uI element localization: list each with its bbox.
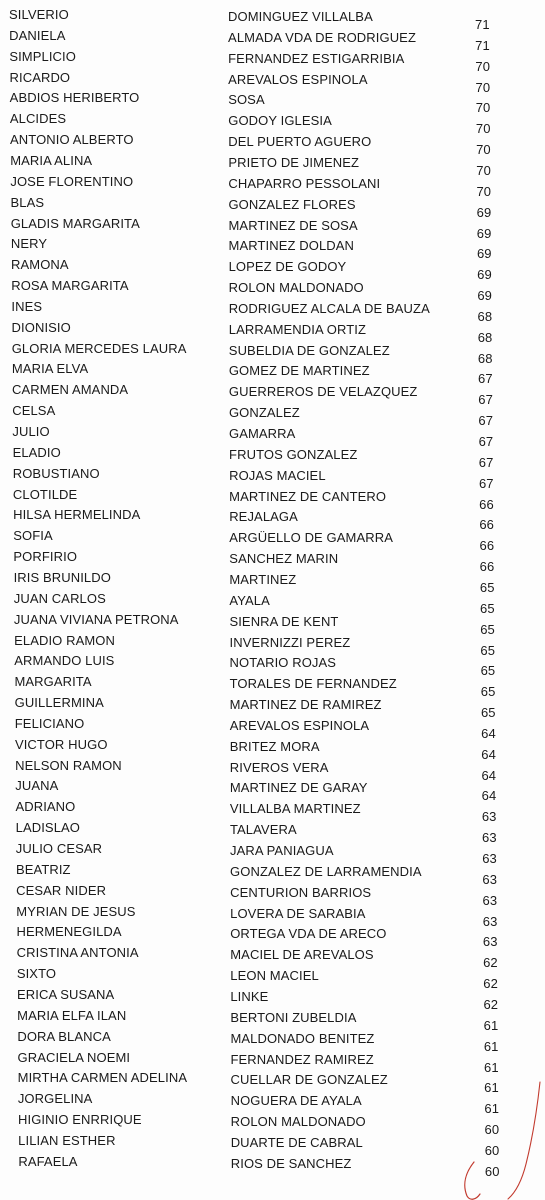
given-names: IRIS BRUNILDO <box>13 569 111 585</box>
list-row <box>0 486 545 512</box>
age-value: 67 <box>478 475 494 491</box>
surnames: LOVERA DE SARABIA <box>230 905 366 921</box>
surnames: REJALAGA <box>229 509 298 525</box>
surnames: NOTARIO ROJAS <box>229 655 337 671</box>
surnames: SANCHEZ MARIN <box>229 551 339 567</box>
age-value: 65 <box>480 705 496 721</box>
surnames: MARTINEZ <box>229 571 297 587</box>
age-value: 63 <box>482 892 498 908</box>
age-value: 67 <box>478 434 494 449</box>
surnames: LOPEZ DE GODOY <box>228 259 347 275</box>
list-row <box>0 361 545 387</box>
age-value: 63 <box>481 809 497 825</box>
list-row <box>0 715 545 741</box>
age-value: 67 <box>478 371 493 387</box>
given-names: LILIAN ESTHER <box>18 1132 116 1148</box>
age-value: 64 <box>481 767 497 783</box>
age-value: 63 <box>482 871 498 887</box>
age-value: 66 <box>479 559 495 575</box>
age-value: 60 <box>484 1122 500 1138</box>
list-row <box>0 966 545 992</box>
surnames: GODOY IGLESIA <box>228 113 332 129</box>
age-value: 61 <box>483 1017 499 1033</box>
surnames: ROLON MALDONADO <box>228 280 364 296</box>
list-row <box>0 799 545 825</box>
surnames: ROLON MALDONADO <box>230 1114 366 1130</box>
given-names: SILVERIO <box>9 7 69 22</box>
list-row <box>0 1112 545 1138</box>
given-names: ABDIOS HERIBERTO <box>9 90 140 106</box>
age-value: 67 <box>478 454 494 470</box>
given-names: ROBUSTIANO <box>12 465 100 481</box>
given-names: CLOTILDE <box>12 486 78 502</box>
given-names: SOFIA <box>13 528 53 544</box>
list-row <box>0 465 545 491</box>
list-row <box>0 1091 545 1117</box>
given-names: JORGELINA <box>17 1091 93 1107</box>
surnames: INVERNIZZI PEREZ <box>229 634 351 650</box>
list-row <box>0 986 545 1012</box>
age-value: 69 <box>477 267 492 283</box>
list-row <box>0 132 545 158</box>
surnames: PRIETO DE JIMENEZ <box>228 154 360 170</box>
given-names: PORFIRIO <box>13 549 78 565</box>
list-row <box>0 7 545 32</box>
list-row <box>0 215 545 241</box>
surnames: RODRIGUEZ ALCALA DE BAUZA <box>228 300 430 316</box>
surnames: AREVALOS ESPINOLA <box>229 717 370 733</box>
age-value: 70 <box>476 142 491 158</box>
list-row <box>0 778 545 804</box>
surnames: LARRAMENDIA ORTIZ <box>228 321 367 337</box>
list-row <box>0 69 545 95</box>
list-row <box>0 382 545 408</box>
given-names: DORA BLANCA <box>17 1028 111 1044</box>
surnames: DUARTE DE CABRAL <box>230 1134 363 1150</box>
given-names: MARIA ALINA <box>10 152 93 168</box>
surnames: MARTINEZ DE SOSA <box>228 217 358 233</box>
surnames: GOMEZ DE MARTINEZ <box>228 363 370 379</box>
given-names: HILSA HERMELINDA <box>13 507 141 523</box>
surnames: MARTINEZ DE RAMIREZ <box>229 697 382 713</box>
surnames: NOGUERA DE AYALA <box>230 1093 362 1109</box>
given-names: CESAR NIDER <box>16 882 107 898</box>
given-names: CELSA <box>12 403 56 419</box>
surnames: RIOS DE SANCHEZ <box>230 1155 352 1171</box>
given-names: BLAS <box>10 194 45 210</box>
list-row <box>0 820 545 846</box>
given-names: INES <box>11 298 43 314</box>
list-row <box>0 424 545 449</box>
list-row <box>0 882 545 908</box>
list-row <box>0 861 545 887</box>
age-value: 64 <box>481 746 496 762</box>
age-value: 70 <box>475 58 491 74</box>
age-value: 64 <box>481 788 497 804</box>
age-value: 66 <box>479 517 494 533</box>
list-row <box>0 569 545 595</box>
given-names: JUANA VIVIANA PETRONA <box>13 611 179 627</box>
age-value: 65 <box>480 621 495 637</box>
surnames: GAMARRA <box>229 426 296 441</box>
surnames: CUELLAR DE GONZALEZ <box>230 1072 388 1088</box>
list-row <box>0 549 545 575</box>
age-value: 63 <box>482 934 498 950</box>
given-names: JUAN CARLOS <box>13 590 106 606</box>
given-names: JUANA <box>15 778 59 794</box>
surnames: MARTINEZ DE GARAY <box>229 780 368 796</box>
age-value: 60 <box>484 1142 500 1158</box>
list-row <box>0 1007 545 1033</box>
surnames: JARA PANIAGUA <box>230 843 334 858</box>
age-value: 63 <box>482 830 497 846</box>
given-names: CRISTINA ANTONIA <box>16 945 139 961</box>
given-names: NERY <box>10 236 48 252</box>
given-names: DANIELA <box>9 27 66 43</box>
age-value: 69 <box>476 204 492 220</box>
surnames: DOMINGUEZ VILLALBA <box>228 9 373 24</box>
surnames: SOSA <box>228 92 265 108</box>
surnames: BERTONI ZUBELDIA <box>230 1009 357 1025</box>
surnames: FRUTOS GONZALEZ <box>229 446 358 462</box>
list-row <box>0 653 545 679</box>
given-names: JULIO <box>12 424 50 439</box>
age-value: 60 <box>484 1163 500 1179</box>
age-value: 61 <box>484 1059 499 1075</box>
list-row <box>0 111 545 137</box>
surnames: MARTINEZ DOLDAN <box>228 238 355 254</box>
age-value: 68 <box>477 308 493 324</box>
surnames: GONZALEZ <box>228 405 300 421</box>
given-names: JULIO CESAR <box>15 841 103 856</box>
surnames: SIENRA DE KENT <box>229 613 339 629</box>
age-value: 71 <box>475 37 490 53</box>
surnames: CENTURION BARRIOS <box>230 884 372 900</box>
given-names: ROSA MARGARITA <box>11 278 129 294</box>
surnames: MACIEL DE AREVALOS <box>230 947 374 963</box>
surnames: ALMADA VDA DE RODRIGUEZ <box>228 29 416 45</box>
age-value: 69 <box>476 225 492 241</box>
list-row <box>0 528 545 554</box>
given-names: MARIA ELFA ILAN <box>17 1007 127 1023</box>
list-row <box>0 1153 545 1179</box>
surnames: MALDONADO BENITEZ <box>230 1030 375 1046</box>
given-names: VICTOR HUGO <box>14 736 108 752</box>
surnames: TALAVERA <box>229 822 297 838</box>
list-row <box>0 173 545 199</box>
age-value: 69 <box>476 246 492 262</box>
list-row <box>0 236 545 262</box>
given-names: HERMENEGILDA <box>16 924 122 940</box>
age-value: 62 <box>483 955 498 971</box>
list-row <box>0 257 545 283</box>
age-value: 65 <box>480 600 495 616</box>
given-names: NELSON RAMON <box>15 757 122 773</box>
surnames: MARTINEZ DE CANTERO <box>229 488 387 504</box>
list-row <box>0 674 545 700</box>
given-names: MARIA ELVA <box>11 361 89 377</box>
given-names: CARMEN AMANDA <box>12 382 129 398</box>
age-value: 62 <box>483 976 498 992</box>
surnames: FERNANDEZ ESTIGARRIBIA <box>228 50 405 66</box>
given-names: ALCIDES <box>9 111 67 127</box>
given-names: SIXTO <box>16 966 57 982</box>
surnames: AREVALOS ESPINOLA <box>228 71 368 87</box>
list-row <box>0 841 545 866</box>
age-value: 65 <box>480 663 496 679</box>
age-value: 61 <box>484 1080 499 1096</box>
given-names: MYRIAN DE JESUS <box>16 903 136 919</box>
age-value: 63 <box>482 913 498 929</box>
surnames: GONZALEZ DE LARRAMENDIA <box>230 863 422 879</box>
list-row <box>0 444 545 470</box>
list-row <box>0 194 545 220</box>
list-row <box>0 1049 545 1075</box>
age-value: 65 <box>480 684 496 700</box>
list-row <box>0 90 545 116</box>
surnames: LINKE <box>230 988 269 1004</box>
given-names: ELADIO RAMON <box>14 632 115 648</box>
age-value: 65 <box>480 642 496 658</box>
surnames: TORALES DE FERNANDEZ <box>229 676 397 692</box>
age-value: 70 <box>475 79 491 95</box>
given-names: GLADIS MARGARITA <box>10 215 140 231</box>
surnames: FERNANDEZ RAMIREZ <box>230 1051 374 1067</box>
list-row <box>0 152 545 178</box>
age-value: 67 <box>478 413 494 429</box>
list-row <box>0 945 545 971</box>
surnames: GUERREROS DE VELAZQUEZ <box>228 384 418 400</box>
age-value: 66 <box>479 538 495 554</box>
given-names: GUILLERMINA <box>14 695 104 711</box>
surnames: BRITEZ MORA <box>229 738 320 754</box>
age-value: 66 <box>479 496 494 512</box>
age-value: 64 <box>481 725 496 741</box>
list-row <box>0 298 545 324</box>
given-names: RICARDO <box>9 69 71 85</box>
age-value: 63 <box>482 851 497 866</box>
given-names: SIMPLICIO <box>9 48 76 64</box>
list-row <box>0 48 545 74</box>
surnames: VILLALBA MARTINEZ <box>229 801 361 817</box>
given-names: ANTONIO ALBERTO <box>10 132 134 148</box>
age-value: 70 <box>476 183 492 199</box>
surnames: AYALA <box>229 592 270 608</box>
list-row <box>0 924 545 950</box>
list-row <box>0 590 545 616</box>
list-row <box>0 319 545 345</box>
age-value: 70 <box>475 121 491 137</box>
list-row <box>0 1070 545 1096</box>
age-value: 62 <box>483 996 499 1012</box>
given-names: MARGARITA <box>14 674 92 690</box>
list-row <box>0 903 545 929</box>
list-row <box>0 632 545 658</box>
age-value: 70 <box>475 100 491 116</box>
list-row <box>0 278 545 304</box>
given-names: ELADIO <box>12 444 61 460</box>
given-names: RAFAELA <box>18 1153 78 1169</box>
given-names: JOSE FLORENTINO <box>10 173 134 189</box>
list-row <box>0 507 545 533</box>
surnames: ROJAS MACIEL <box>229 467 326 483</box>
given-names: GRACIELA NOEMI <box>17 1049 131 1065</box>
list-row <box>0 611 545 637</box>
surnames: ARGÜELLO DE GAMARRA <box>229 530 393 546</box>
surnames: SUBELDIA DE GONZALEZ <box>228 342 390 358</box>
age-value: 61 <box>484 1101 500 1117</box>
given-names: ERICA SUSANA <box>16 986 115 1002</box>
list-row <box>0 27 545 53</box>
age-value: 68 <box>477 350 493 366</box>
list-row <box>0 1132 545 1158</box>
age-value: 69 <box>477 288 492 304</box>
surnames: GONZALEZ FLORES <box>228 196 356 212</box>
given-names: ADRIANO <box>15 799 76 815</box>
given-names: HIGINIO ENRRIQUE <box>18 1112 142 1128</box>
list-row <box>0 403 545 429</box>
given-names: BEATRIZ <box>15 861 71 877</box>
list-row <box>0 736 545 762</box>
surnames: LEON MACIEL <box>230 968 319 984</box>
given-names: FELICIANO <box>14 715 85 731</box>
age-value: 70 <box>476 162 491 178</box>
age-value: 67 <box>478 392 493 408</box>
given-names: GLORIA MERCEDES LAURA <box>11 340 187 356</box>
age-value: 61 <box>483 1038 499 1054</box>
given-names: MIRTHA CARMEN ADELINA <box>17 1070 188 1086</box>
age-value: 68 <box>477 329 493 345</box>
age-value: 71 <box>475 17 490 32</box>
surnames: CHAPARRO PESSOLANI <box>228 175 381 191</box>
age-value: 65 <box>479 579 495 595</box>
list-row <box>0 757 545 783</box>
list-row <box>0 340 545 366</box>
surnames: RIVEROS VERA <box>229 759 329 775</box>
surnames: ORTEGA VDA DE ARECO <box>230 926 387 942</box>
list-row <box>0 695 545 721</box>
surnames: DEL PUERTO AGUERO <box>228 134 372 150</box>
given-names: LADISLAO <box>15 820 81 836</box>
given-names: DIONISIO <box>11 319 71 335</box>
list-row <box>0 1028 545 1054</box>
given-names: RAMONA <box>11 257 69 273</box>
given-names: ARMANDO LUIS <box>14 653 115 669</box>
